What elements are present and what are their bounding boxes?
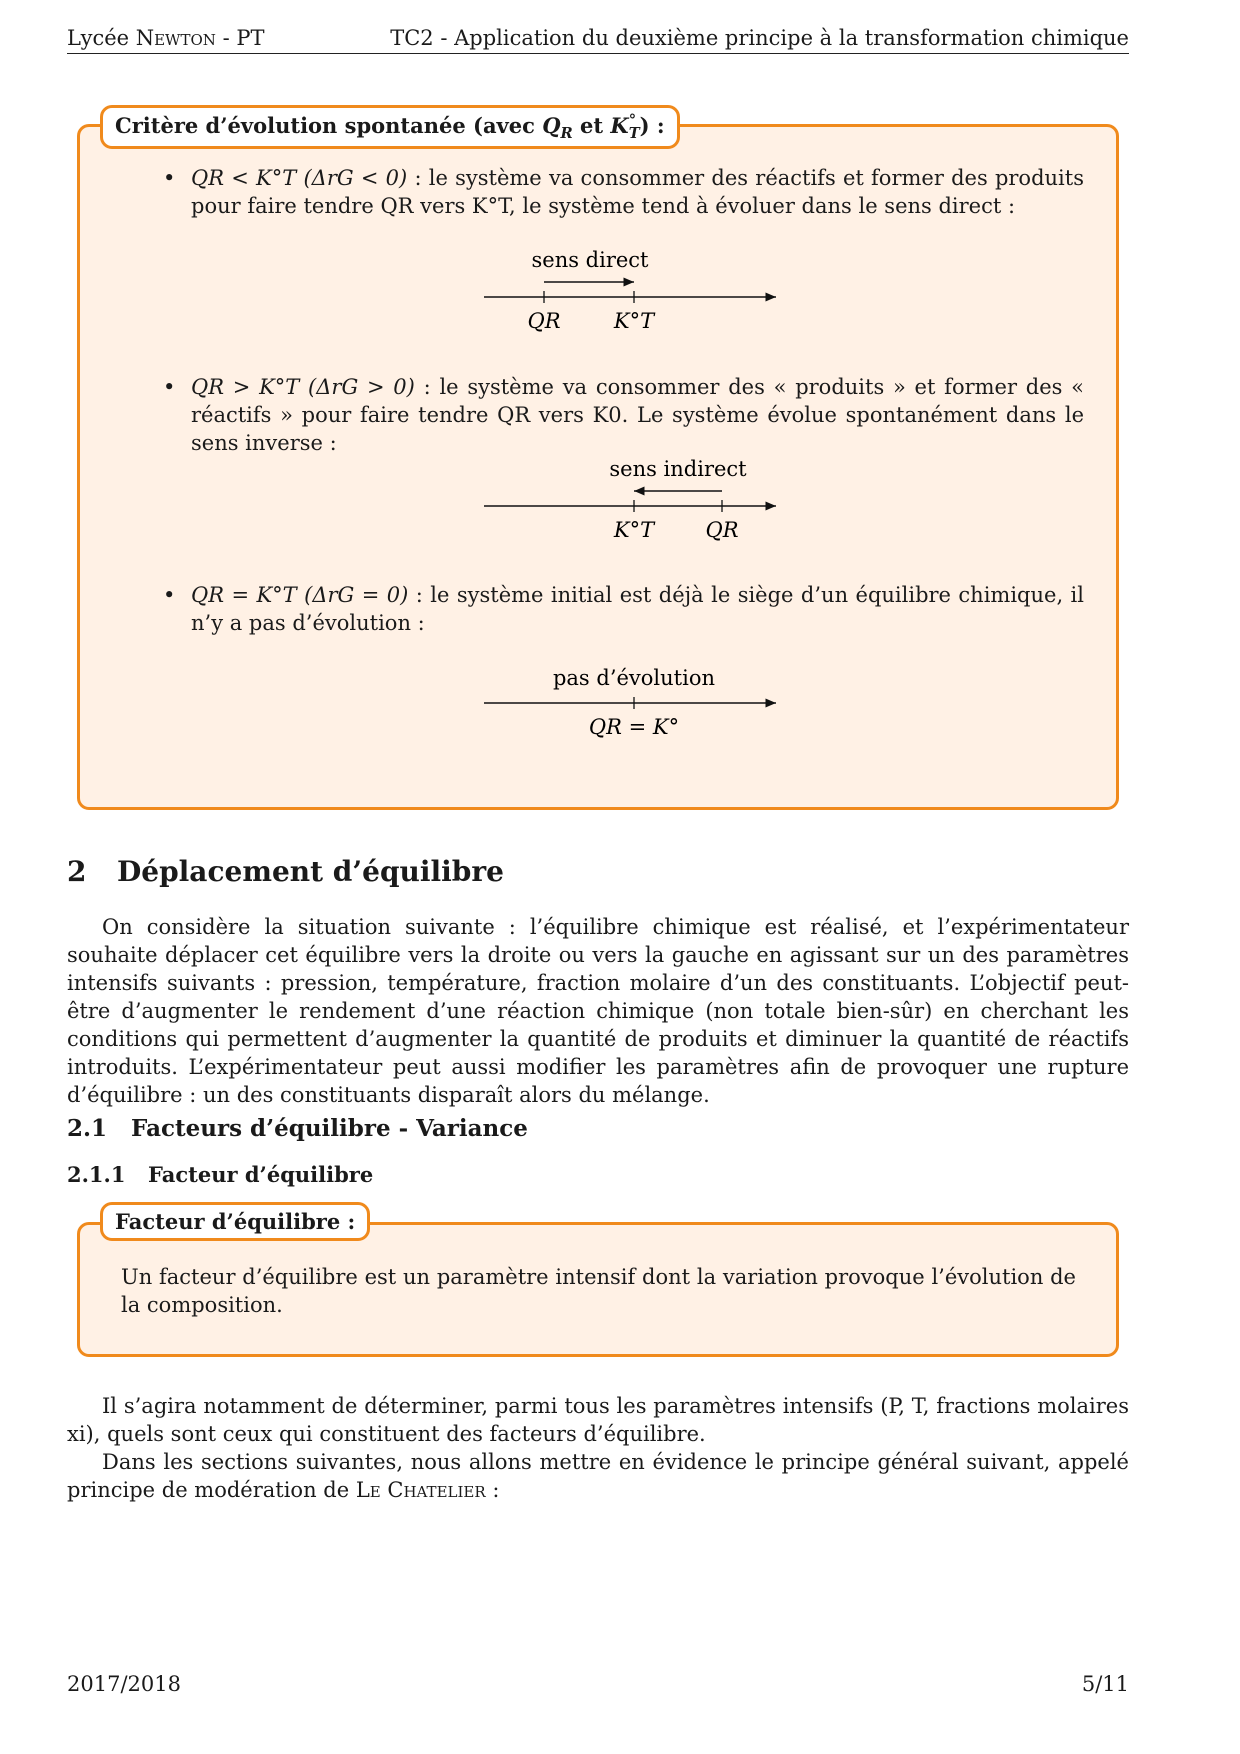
paragraph-2: Il s’agira notamment de déterminer, parmi tous les paramètres intensifs (P, T, fractions molaires xi), quels sont ceux qui constituent des facteurs d’équilibre. <box>67 1394 1129 1446</box>
section-paragraph: On considère la situation suivante : l’équilibre chimique est réalisé, et l’expérimentateur souhaite déplacer cet équilibre vers la droite ou vers la gauche en agissant sur un des paramètres intensifs suivants : pression, température, fraction molaire d’un des constituants. L’objectif peut-être d’augmenter le rendement d’une réaction chimique (non totale bien-sûr) en cherchant les conditions qui permettent d’augmenter la quantité de produits et diminuer la quantité de réactifs introduits. L’expérimentateur peut aussi modifier les paramètres afin de provoquer une rupture d’équilibre : un des constituants disparaît alors du mélange. <box>67 915 1129 1107</box>
subsection-heading: 2.1 Facteurs d’équilibre - Variance <box>67 1115 528 1142</box>
math-condition: QR > K°T (ΔrG > 0) <box>191 375 415 399</box>
bullet-direct: • QR < K°T (ΔrG < 0) : le système va consommer des réactifs et former des produits pour faire tendre QR vers K°T, le système tend à évoluer dans le sens direct : <box>163 166 1084 218</box>
criterion-box-title: Critère d’évolution spontanée (avec $Q_R$ et $K^\circ_T$) : <box>100 105 680 149</box>
paragraph-3: Dans les sections suivantes, nous allons mettre en évidence le principe général suivant, appelé principe de modération de Le Chatelier : <box>67 1450 1129 1502</box>
diagram-indirect <box>480 454 800 549</box>
math-condition: QR < K°T (ΔrG < 0) <box>191 166 408 190</box>
school-name: Newton <box>135 26 216 50</box>
tick-label: QR <box>705 518 739 542</box>
header-left: Lycée Newton - PT <box>67 26 265 50</box>
bullet-dot: • <box>163 166 176 190</box>
diagram-no-evolution <box>480 663 800 748</box>
bullet-indirect: • QR > K°T (ΔrG > 0) : le système va consommer des « produits » et former des « réactifs » pour faire tendre QR vers K0. Le système évolue spontanément dans le sens inverse : <box>163 375 1084 455</box>
tick-label: QR <box>527 309 561 333</box>
diagram-label: pas d’évolution <box>552 666 716 690</box>
subsubsection-heading: 2.1.1 Facteur d’équilibre <box>67 1162 374 1187</box>
diagram-label: sens direct <box>531 248 649 272</box>
factor-box-text: Un facteur d’équilibre est un paramètre intensif dont la variation provoque l’évolution de la composition. <box>121 1265 1076 1317</box>
header-right: TC2 - Application du deuxième principe à la transformation chimique <box>390 26 1129 50</box>
diagram-label: sens indirect <box>609 457 747 481</box>
header-rule <box>67 53 1129 54</box>
bullet-dot: • <box>163 375 176 399</box>
diagram-direct <box>480 245 800 340</box>
tick-label: K°T <box>613 518 655 542</box>
factor-box-title: Facteur d’équilibre : <box>100 1202 370 1241</box>
footer-page: 5/11 <box>1081 1672 1129 1696</box>
section-heading: 2 Déplacement d’équilibre <box>67 855 504 888</box>
math-condition: QR = K°T (ΔrG = 0) <box>191 583 409 607</box>
bullet-equilibrium: • QR = K°T (ΔrG = 0) : le système initial est déjà le siège d’un équilibre chimique, il n’y a pas d’évolution : <box>163 583 1084 635</box>
footer-year: 2017/2018 <box>67 1672 181 1696</box>
tick-label: QR = K° <box>588 715 680 739</box>
bullet-dot: • <box>163 583 176 607</box>
tick-label: K°T <box>613 309 655 333</box>
author-name: Le Chatelier <box>355 1478 486 1502</box>
